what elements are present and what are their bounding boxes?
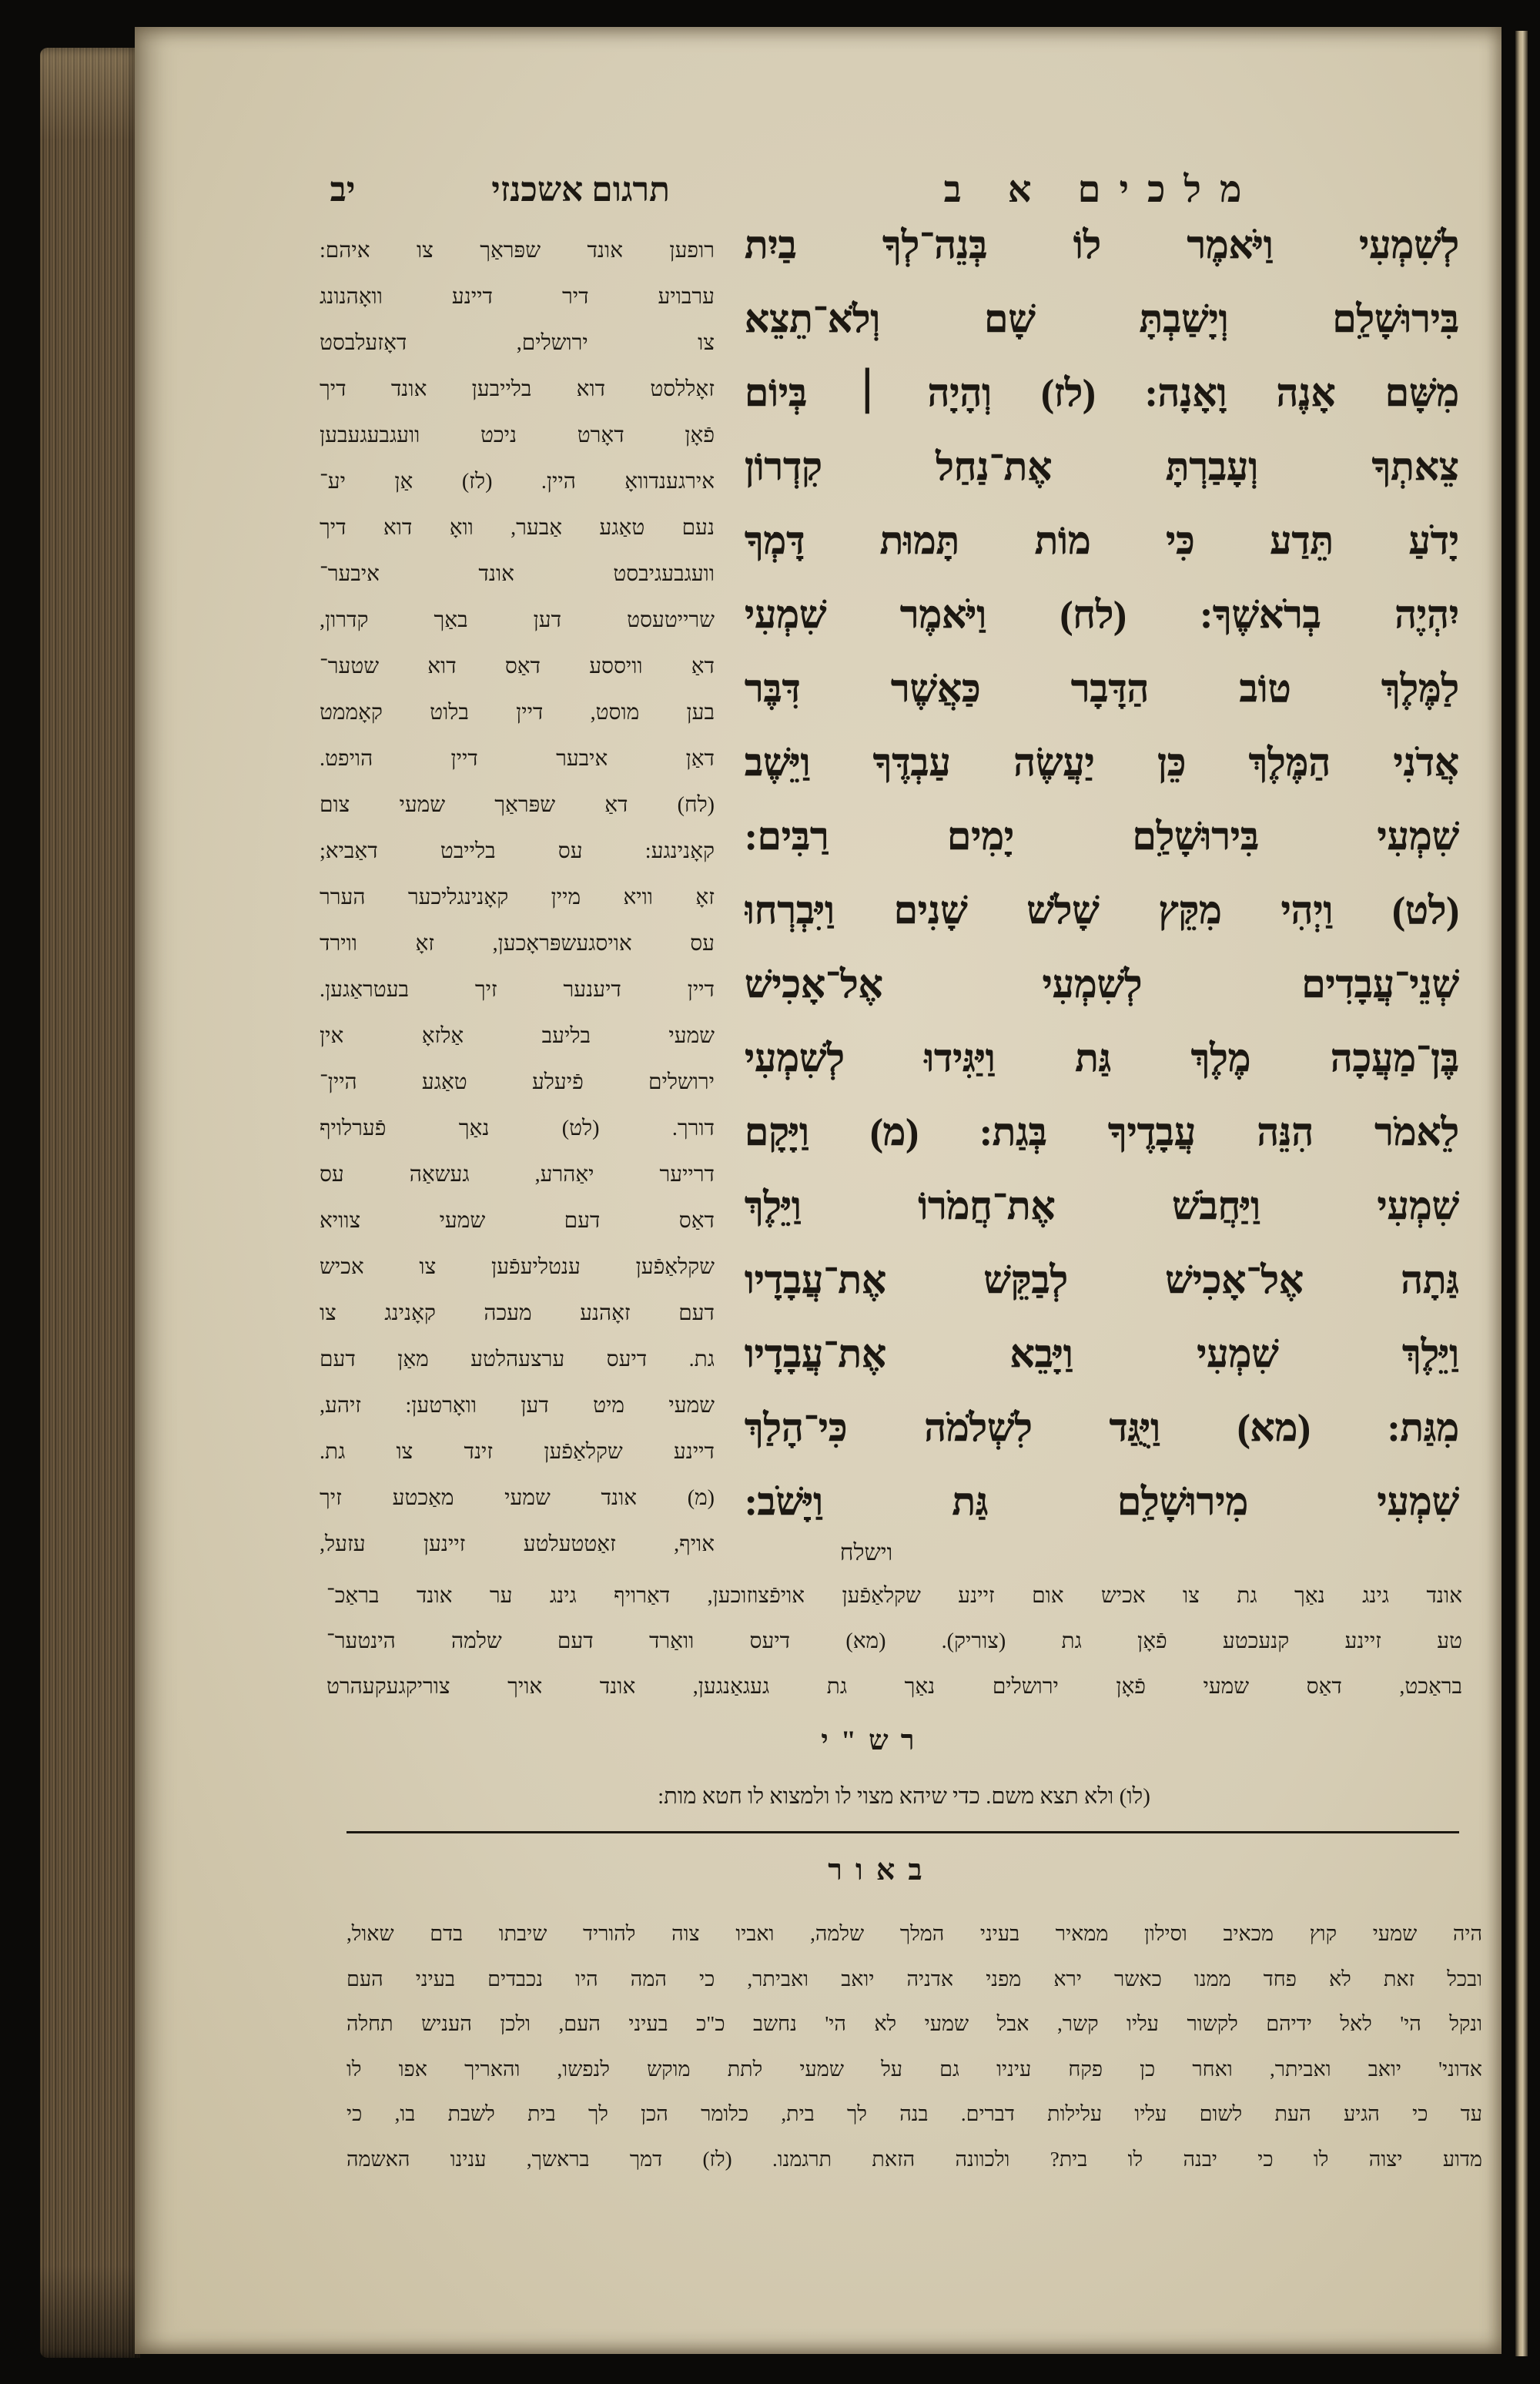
targum-line: שמעי מיט דען וואָרטען: זיהע, <box>320 1394 715 1418</box>
biur-line: היה שמעי קוץ מכאיב וסילון ממאיר בעיני המלך שלמה, ואביו צוה להוריד שיבתו בדם שאול, <box>346 1922 1482 1945</box>
scripture-line: בִּירוּשָׁלִַם וְיָשַׁבְתָּ שָׁם וְלֹא־תֵצֵא <box>745 297 1459 340</box>
targum-line: דיינע שקלאַפֿען זינד צו גת. <box>320 1440 715 1464</box>
scripture-line: יָדֹעַ תֵּדַע כִּי מוֹת תָּמוּת דָּמְךָ <box>745 519 1459 562</box>
targum-line: נעם טאַגע אַבער, וואָ דוא דיך <box>320 516 715 540</box>
scripture-line: שִׁמְעִי וַיַּחֲבֹשׁ אֶת־חֲמֹרוֹ וַיֵּלֶךְ <box>745 1184 1459 1227</box>
targum-line: זאָ וויא מיין קאָנינגליכער הערר <box>320 886 715 909</box>
biur-line: עד כי הגיע העת לשום עליו עלילות דברים. בנה לך בית, כלומר הכן לך בית לשבת בו, כי <box>346 2102 1482 2125</box>
scripture-line: שִׁמְעִי בִּירוּשָׁלִַם יָמִים רַבִּים: <box>745 815 1459 858</box>
rashi-commentary <box>539 1780 1269 1813</box>
biur-line: אדוני' יואב ואביתר, ואחר כן פקח עיניו גם על שמעי לתת מוקש לנפשו, והאריך אפו לו <box>346 2057 1482 2081</box>
scripture-line: וַיֵּלֶךְ שִׁמְעִי וַיָּבֵא אֶת־עֲבָדָיו <box>745 1332 1459 1375</box>
targum-line: (לח) דאַ שפּראַך שמעי צום <box>320 793 715 817</box>
catchword: וישלח <box>839 1540 893 1565</box>
targum-line: דורך. (לט) נאַך פֿערלויף <box>320 1117 715 1140</box>
targum-line: דאַס דעם שמעי צוויא <box>320 1209 715 1233</box>
targum-full-line: טע זיינע קנעכטע פֿאָן גת (צוריק). (מא) דיעס וואַרד דעם שלמה הינטער־ <box>326 1629 1462 1653</box>
biur-commentary <box>346 1911 1482 2181</box>
scripture-line: בֶּן־מַעֲכָה מֶלֶךְ גַּת וַיַּגִּידוּ לְשִׁמְעִי <box>745 1036 1459 1080</box>
targum-line: קאָנינגע: עס בלייבט דאַביא; <box>320 839 715 863</box>
rashi-line: (לו) ולא תצא משם. כדי שיהא מצוי לו ולמצוא לו חטא מות: <box>658 1784 1150 1809</box>
targum-line: פֿאָן דאָרט ניכט וועגבעגעבען <box>320 424 715 447</box>
targum-line: אירגענדוואָ היין. (לז) אַן יע־ <box>320 470 715 494</box>
right-page-edge <box>1515 31 1528 2356</box>
scripture-line: שְׁנֵי־עֲבָדִים לְשִׁמְעִי אֶל־אָכִישׁ <box>745 963 1459 1006</box>
section-divider <box>346 1831 1459 1833</box>
biur-line: ובכל זאת לא פחד ממנו כאשר ירא מפני אדניה יואב ואביתר, כי המה היו נכבדים בעיני העם <box>346 1967 1482 1991</box>
scripture-line: מִגַּת: (מא) וַיֻּגַּד לִשְׁלֹמֹה כִּי־הָלַךְ <box>745 1406 1459 1449</box>
scripture-line: שִׁמְעִי מִירוּשָׁלִַם גַּת וַיָּשֹׁב: <box>745 1480 1459 1523</box>
biur-line: ונקל הי' לאל ידיהם לקשור עליו קשר, אבל שמעי לא הי' נחשב כ"כ בעיני העם, ולכן העניש תחלה <box>346 2012 1482 2035</box>
targum-line: ערבויע דיר דיינע וואָהנונג <box>320 285 715 309</box>
targum-line: בען מוסט, דיין בלוט קאָממט <box>320 701 715 725</box>
scripture-line: (לט) וַיְהִי מִקֵּץ שָׁלֹשׁ שָׁנִים וַיִּבְרְחוּ <box>745 889 1459 932</box>
rashi-heading: רש"י <box>821 1725 927 1756</box>
targum-line: דיין דיענער זיך בעטראַגען. <box>320 978 715 1002</box>
targum-line: דאַן איבער דיין הויפט. <box>320 747 715 771</box>
targum-line: שקלאַפֿען ענטליעפֿען צו אכיש <box>320 1255 715 1279</box>
scripture-line: מִשָּׁם אָנֶה וָאָנָה: (לז) וְהָיָה ׀ בְּיוֹם <box>745 371 1459 414</box>
targum-line: רופען אונד שפּראַך צו איהם: <box>320 239 715 263</box>
scripture-line: אֲדֹנִי הַמֶּלֶךְ כֵּן יַעֲשֶׂה עַבְדֶּךָ וַיֵּשֶׁב <box>745 741 1459 784</box>
targum-line: צו ירושלים, דאָזעלבסט <box>320 331 715 355</box>
running-head-book: מלכים א ב <box>943 169 1260 210</box>
scripture-line: יִהְיֶה בְרֹאשֶׁךָ: (לח) וַיֹּאמֶר שִׁמְעִי <box>745 593 1459 636</box>
scripture-line: לְשִׁמְעִי וַיֹּאמֶר לוֹ בְּנֵה־לְךָ בַיִת <box>745 223 1459 266</box>
scripture-line: לֵאמֹר הִנֵּה עֲבָדֶיךָ בְּגַת: (מ) וַיָּקָם <box>745 1110 1459 1153</box>
targum-line: (מ) אונד שמעי מאַכטע זיך <box>320 1486 715 1510</box>
scripture-line: גַּתָה אֶל־אָכִישׁ לְבַקֵּשׁ אֶת־עֲבָדָיו <box>745 1258 1459 1301</box>
biur-line: מדוע יצוה לו כי יבנה לו בית? ולכוונה הזאת תרגמנו. (לז) דמך בראשך, ענינו האשמה <box>346 2147 1482 2171</box>
targum-line: ירושלים פֿיעלע טאַגע היין־ <box>320 1070 715 1094</box>
targum-line: עס אויסגעשפּראָכען, זאָ ווירד <box>320 932 715 956</box>
scripture-line: צֵאתְךָ וְעָבַרְתָּ אֶת־נַחַל קִדְרוֹן <box>745 445 1459 488</box>
targum-line: וועגבעגיבסט אונד איבער־ <box>320 562 715 586</box>
scripture-column <box>745 208 1459 1539</box>
targum-continuation <box>326 1573 1462 1709</box>
page-number: יב <box>330 171 356 209</box>
targum-line: שרייטעסט דען באַך קדרון, <box>320 608 715 632</box>
targum-line: דרייער יאַהרע, געשאַה עס <box>320 1163 715 1187</box>
running-head-targum: תרגום אשכנזי <box>491 171 670 209</box>
targum-full-line: אונד גינג נאַך גת צו אכיש אום זיינע שקלאַפֿען אויפֿצוזוכען, דאַרויף גינג ער אונד בראַכ־ <box>326 1584 1462 1608</box>
book-page-edges <box>40 48 140 2358</box>
targum-line: גת. דיעס ערצעהלטע מאַן דעם <box>320 1348 715 1371</box>
targum-line: שמעי בליעב אַלזאָ אין <box>320 1024 715 1048</box>
targum-line: זאָללסט דוא בלייבען אונד דיך <box>320 377 715 401</box>
targum-column <box>320 228 715 1568</box>
scripture-line: לַמֶּלֶךְ טוֹב הַדָּבָר כַּאֲשֶׁר דִּבֶּר <box>745 667 1459 710</box>
targum-line: אויף, זאַטטעלטע זיינען עזעל, <box>320 1532 715 1556</box>
targum-full-line: בראַכט, דאַס שמעי פֿאָן ירושלים נאַך גת געגאַנגען, אונד אויך צוריקגעקעהרט <box>326 1675 1462 1699</box>
biur-heading: באור <box>828 1854 936 1887</box>
targum-line: דעם זאָהנע מעכה קאָנינג צו <box>320 1301 715 1325</box>
targum-line: דאַ וויססע דאַס דוא שטער־ <box>320 655 715 678</box>
